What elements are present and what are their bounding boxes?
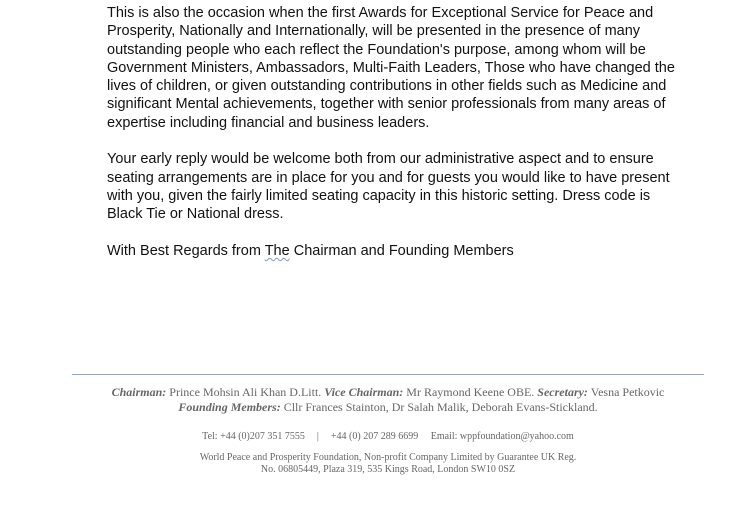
contact-separator: | (316, 431, 319, 442)
secretary-name: Vesna Petkovic (590, 385, 665, 399)
closing-suffix: Chairman and Founding Members (289, 242, 514, 259)
spellcheck-flagged-word: The (264, 242, 290, 259)
footer-officers-line (72, 385, 704, 400)
closing-line (107, 242, 687, 260)
founding-members-label: Founding Members: (178, 400, 281, 414)
paragraph-awards: This is also the occasion when the first Awards for Exceptional Service for Peace and Prosperity, Nationally and Internationally, will be presented in the presence of many outstanding people who each reflect the Foundation's purpose, among whom will be Government Ministers, Ambassadors, Multi-Faith Leaders, Those who have changed the lives of children, or given outstanding contributions in other fields such as Medicine and significant Mental achievements, together with senior professionals from many areas of expertise including financial and business leaders. (107, 5, 675, 131)
chairman-label: Chairman: (111, 385, 167, 399)
footer-divider (72, 374, 704, 375)
vice-chairman-label: Vice Chairman: (324, 385, 404, 399)
email-address: wppfoundation@yahoo.com (459, 431, 574, 442)
letter-body (107, 4, 687, 278)
vice-chairman-name: Mr Raymond Keene OBE. (406, 385, 535, 399)
paragraph-reply: Your early reply would be welcome both from our administrative aspect and to ensure seating arrangements are in place for you and for guests you would like to have present with you, given the fairly limited seating capacity in this historic setting. Dress code is Black Tie or National dress. (107, 151, 670, 223)
footer-contact-line (72, 430, 704, 443)
telephone-2: +44 (0) 207 289 6699 (330, 431, 419, 442)
email-label: Email: (430, 431, 458, 442)
telephone-1: Tel: +44 (0)207 351 7555 (202, 431, 305, 442)
footer-founders-line (72, 400, 704, 415)
chairman-name: Prince Mohsin Ali Khan D.Litt. (169, 385, 322, 399)
company-registration-line-1: World Peace and Prosperity Foundation, Non-profit Company Limited by Guarantee UK Reg. (199, 452, 577, 463)
secretary-label: Secretary: (537, 385, 588, 399)
founding-members-names: Cllr Frances Stainton, Dr Salah Malik, Deborah Evans-Stickland. (283, 400, 598, 414)
closing-prefix: With Best Regards from (107, 242, 265, 259)
company-registration-line-2: No. 06805449, Plaza 319, 535 Kings Road, London SW10 0SZ (260, 464, 516, 475)
